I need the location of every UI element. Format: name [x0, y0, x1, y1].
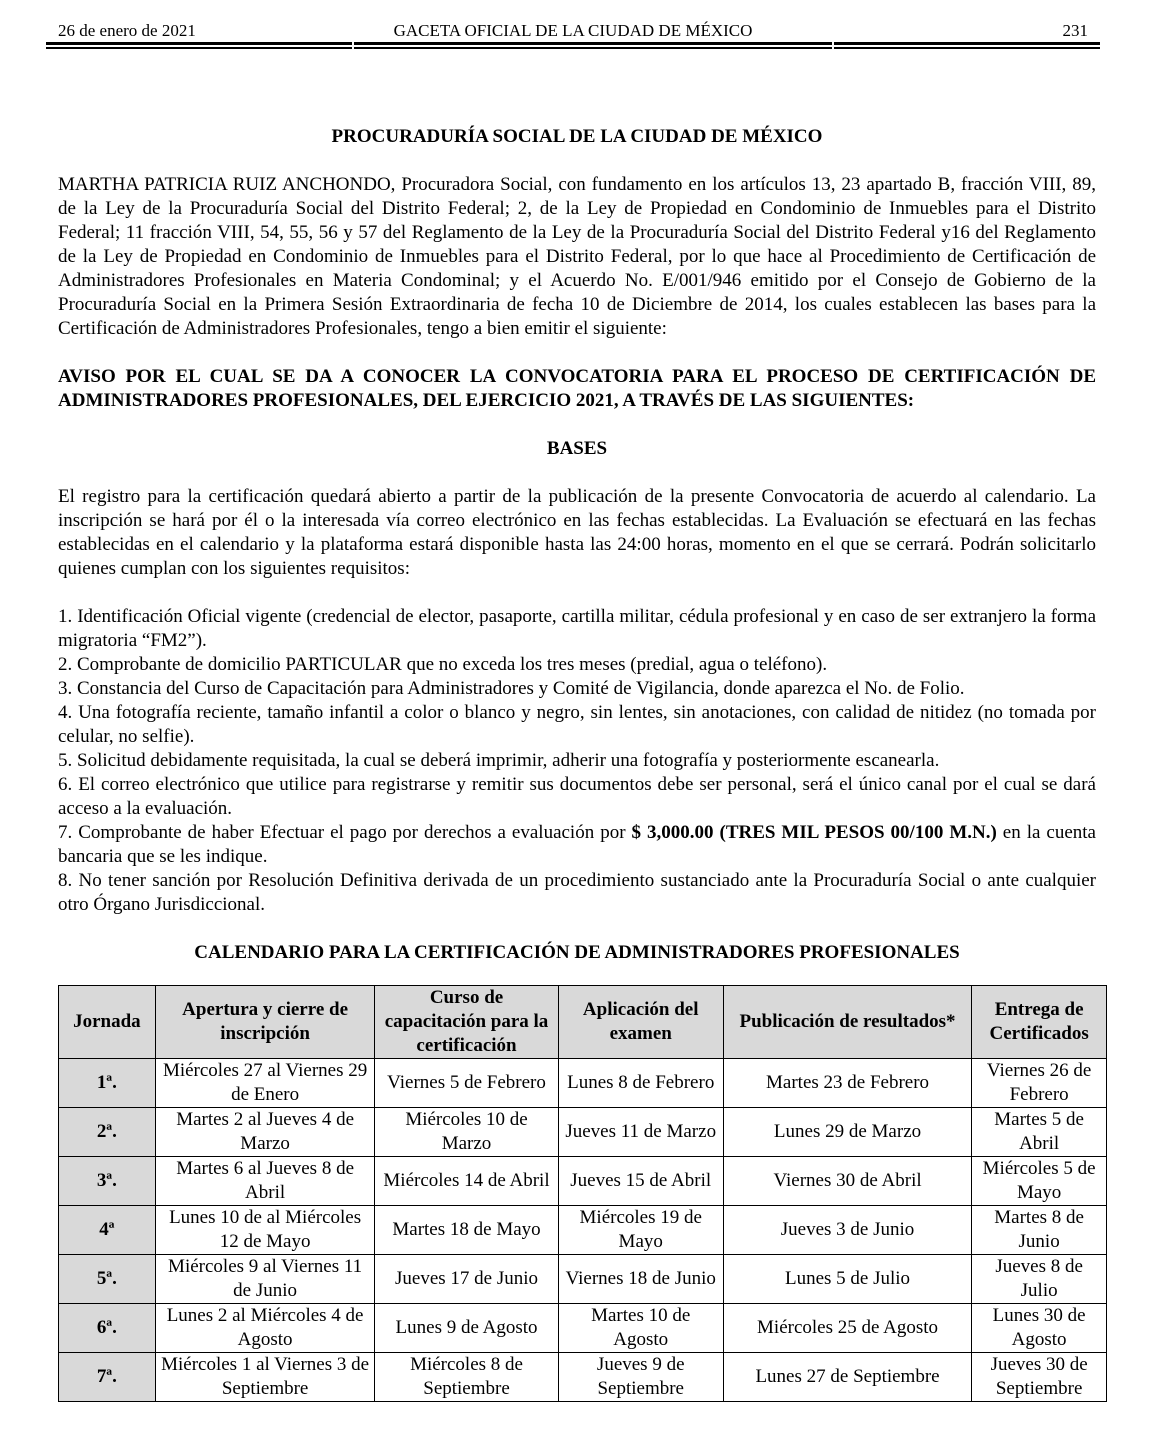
page-header	[46, 20, 1100, 42]
column-header: Curso de capacitación para la certificación	[375, 986, 558, 1059]
document-body	[58, 125, 1096, 1402]
column-header: Jornada	[59, 986, 156, 1059]
table-cell: Lunes 27 de Septiembre	[723, 1353, 971, 1402]
table-row	[59, 1353, 1107, 1402]
table-cell: Viernes 18 de Junio	[558, 1255, 723, 1304]
requirement-item: 2. Comprobante de domicilio PARTICULAR que no exceda los tres meses (predial, agua o teléfono).	[58, 654, 828, 675]
table-cell: Jueves 9 de Septiembre	[558, 1353, 723, 1402]
table-row	[59, 1304, 1107, 1353]
table-cell: Jueves 15 de Abril	[558, 1157, 723, 1206]
header-page-number: 231	[1062, 21, 1088, 40]
table-cell: Miércoles 5 de Mayo	[972, 1157, 1107, 1206]
table-cell: Martes 5 de Abril	[972, 1108, 1107, 1157]
table-cell: Lunes 9 de Agosto	[375, 1304, 558, 1353]
requirement-7-text-start: 7. Comprobante de haber Efectuar el pago por derechos a evaluación por	[58, 822, 632, 843]
aviso-heading: AVISO POR EL CUAL SE DA A CONOCER LA CONVOCATORIA PARA EL PROCESO DE CERTIFICACIÓN DE ADMINISTRADORES PROFESIONALES, DEL EJERCICIO 2021, A TRAVÉS DE LAS SIGUIENTES:	[58, 366, 1096, 411]
jornada-cell: 3ª.	[59, 1157, 156, 1206]
calendar-title: CALENDARIO PARA LA CERTIFICACIÓN DE ADMINISTRADORES PROFESIONALES	[194, 942, 960, 963]
table-cell: Martes 23 de Febrero	[723, 1059, 971, 1108]
payment-amount: $ 3,000.00 (TRES MIL PESOS 00/100 M.N.)	[631, 822, 997, 843]
requirements-list	[58, 605, 1096, 917]
requirement-item	[58, 821, 1096, 869]
jornada-cell: 1ª.	[59, 1059, 156, 1108]
table-cell: Miércoles 8 de Septiembre	[375, 1353, 558, 1402]
table-row	[59, 1059, 1107, 1108]
column-header: Publicación de resultados*	[723, 986, 971, 1059]
requirement-item: 6. El correo electrónico que utilice para registrarse y remitir sus documentos debe ser personal, será el único canal por el cual se dará acceso a la evaluación.	[58, 774, 1096, 819]
table-cell: Martes 10 de Agosto	[558, 1304, 723, 1353]
header-title: GACETA OFICIAL DE LA CIUDAD DE MÉXICO	[393, 21, 753, 40]
calendar-table	[58, 985, 1107, 1402]
jornada-cell: 2ª.	[59, 1108, 156, 1157]
table-cell: Martes 8 de Junio	[972, 1206, 1107, 1255]
table-cell: Miércoles 14 de Abril	[375, 1157, 558, 1206]
table-cell: Martes 6 al Jueves 8 de Abril	[155, 1157, 375, 1206]
table-cell: Viernes 5 de Febrero	[375, 1059, 558, 1108]
org-title: PROCURADURÍA SOCIAL DE LA CIUDAD DE MÉXICO	[331, 126, 823, 147]
jornada-cell: 4ª	[59, 1206, 156, 1255]
jornada-cell: 7ª.	[59, 1353, 156, 1402]
header-rule-gap-right	[832, 41, 834, 50]
jornada-cell: 6ª.	[59, 1304, 156, 1353]
table-cell: Lunes 2 al Miércoles 4 de Agosto	[155, 1304, 375, 1353]
table-cell: Jueves 3 de Junio	[723, 1206, 971, 1255]
table-row	[59, 1255, 1107, 1304]
header-rule-thin	[46, 47, 1100, 49]
table-cell: Jueves 30 de Septiembre	[972, 1353, 1107, 1402]
bases-paragraph: El registro para la certificación quedará abierto a partir de la publicación de la presente Convocatoria de acuerdo al calendario. La inscripción se hará por él o la interesada vía correo electrónico en las fechas establecidas. La Evaluación se efectuará en las fechas establecidas en el calendario y la plataforma estará disponible hasta las 24:00 horas, momento en el que se cerrará. Podrán solicitarlo quienes cumplan con los siguientes requisitos:	[58, 486, 1096, 579]
column-header: Aplicación del examen	[558, 986, 723, 1059]
table-cell: Miércoles 25 de Agosto	[723, 1304, 971, 1353]
requirement-7-text-end: en la cuenta bancaria que se les indique.	[58, 822, 1096, 867]
table-cell: Lunes 10 de al Miércoles 12 de Mayo	[155, 1206, 375, 1255]
table-cell: Jueves 17 de Junio	[375, 1255, 558, 1304]
table-cell: Miércoles 27 al Viernes 29 de Enero	[155, 1059, 375, 1108]
table-row	[59, 1157, 1107, 1206]
table-row	[59, 1108, 1107, 1157]
table-cell: Miércoles 19 de Mayo	[558, 1206, 723, 1255]
jornada-cell: 5ª.	[59, 1255, 156, 1304]
table-cell: Miércoles 10 de Marzo	[375, 1108, 558, 1157]
requirement-item: 3. Constancia del Curso de Capacitación para Administradores y Comité de Vigilancia, donde aparezca el No. de Folio.	[58, 678, 965, 699]
requirement-item: 5. Solicitud debidamente requisitada, la cual se deberá imprimir, adherir una fotografía y posteriormente escanearla.	[58, 750, 940, 771]
table-cell: Jueves 8 de Julio	[972, 1255, 1107, 1304]
table-header-row	[59, 986, 1107, 1059]
requirement-item: 1. Identificación Oficial vigente (credencial de elector, pasaporte, cartilla militar, cédula profesional y en caso de ser extranjero la forma migratoria “FM2”).	[58, 606, 1096, 651]
header-rule-gap-left	[352, 41, 354, 50]
intro-paragraph: MARTHA PATRICIA RUIZ ANCHONDO, Procuradora Social, con fundamento en los artículos 13, 23 apartado B, fracción VIII, 89, de la Ley de la Procuraduría Social del Distrito Federal; 2, de la Ley de Propiedad en Condominio de Inmuebles para el Distrito Federal; 11 fracción VIII, 54, 55, 56 y 57 del Reglamento de la Ley de la Procuraduría Social del Distrito Federal y16 del Reglamento de la Ley de Propiedad en Condominio de Inmuebles para el Distrito Federal, por lo que hace al Procedimiento de Certificación de Administradores Profesionales en Materia Condominal; y el Acuerdo No. E/001/946 emitido por el Consejo de Gobierno de la Procuraduría Social en la Primera Sesión Extraordinaria de fecha 10 de Diciembre de 2014, los cuales establecen las bases para la Certificación de Administradores Profesionales, tengo a bien emitir el siguiente:	[58, 174, 1096, 339]
table-cell: Viernes 30 de Abril	[723, 1157, 971, 1206]
bases-heading: BASES	[546, 438, 608, 459]
table-cell: Miércoles 9 al Viernes 11 de Junio	[155, 1255, 375, 1304]
header-date: 26 de enero de 2021	[58, 21, 196, 40]
table-row	[59, 1206, 1107, 1255]
table-cell: Miércoles 1 al Viernes 3 de Septiembre	[155, 1353, 375, 1402]
table-cell: Martes 2 al Jueves 4 de Marzo	[155, 1108, 375, 1157]
table-cell: Martes 18 de Mayo	[375, 1206, 558, 1255]
table-cell: Lunes 5 de Julio	[723, 1255, 971, 1304]
table-cell: Lunes 8 de Febrero	[558, 1059, 723, 1108]
header-rule-thick	[46, 42, 1100, 45]
requirement-item: 8. No tener sanción por Resolución Definitiva derivada de un procedimiento sustanciado ante la Procuraduría Social o ante cualquier otro Órgano Jurisdiccional.	[58, 870, 1096, 915]
requirement-item: 4. Una fotografía reciente, tamaño infantil a color o blanco y negro, sin lentes, sin anotaciones, con calidad de nitidez (no tomada por celular, no selfie).	[58, 702, 1096, 747]
column-header: Entrega de Certificados	[972, 986, 1107, 1059]
table-cell: Lunes 30 de Agosto	[972, 1304, 1107, 1353]
table-cell: Viernes 26 de Febrero	[972, 1059, 1107, 1108]
table-cell: Lunes 29 de Marzo	[723, 1108, 971, 1157]
table-cell: Jueves 11 de Marzo	[558, 1108, 723, 1157]
column-header: Apertura y cierre de inscripción	[155, 986, 375, 1059]
